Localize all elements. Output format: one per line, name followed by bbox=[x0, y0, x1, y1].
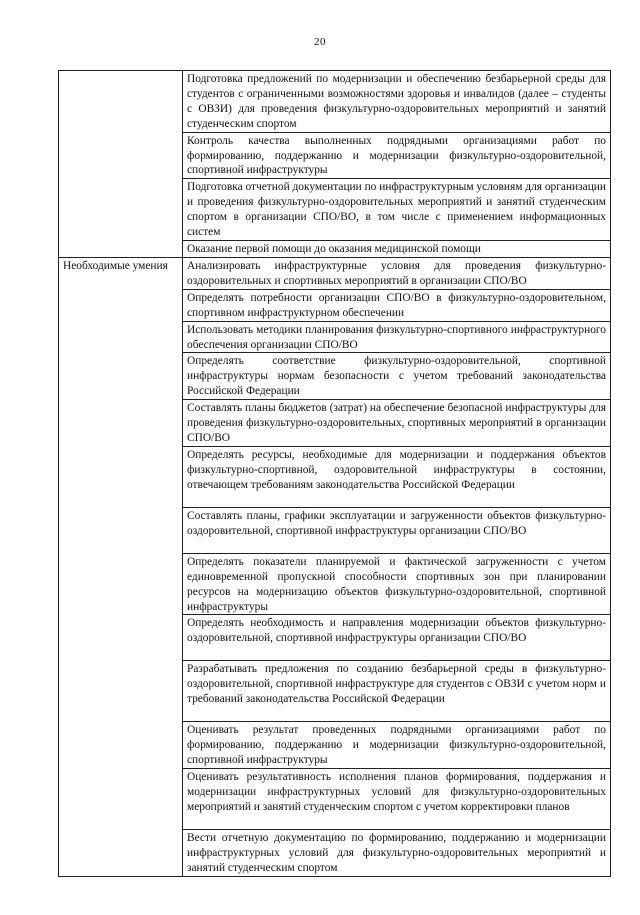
table-cell-text: Определять показатели планируемой и фактической загруженности с учетом единовременной пропускной способности спортивных зон при планировании ресурсов на модернизацию объектов физкультурно-оздоровительной, спортивной инфраструктуры bbox=[183, 553, 611, 615]
table-cell-text: Подготовка отчетной документации по инфраструктурным условиям для организации и проведения физкультурно-оздоровительных мероприятий и занятий студенческим спортом в организации СПО/ВО, в том числе с применением информационных систем bbox=[183, 179, 611, 241]
table-cell-text: Оценивать результат проведенных подрядными организациями работ по формированию, поддержанию и модернизации физкультурно-оздоровительной, спортивной инфраструктуры bbox=[183, 722, 611, 769]
table-cell-text: Определять потребности организации СПО/ВО в физкультурно-оздоровительном, спортивном инфраструктурном обеспечении bbox=[183, 289, 611, 321]
table-cell-text: Анализировать инфраструктурные условия для проведения физкультурно-оздоровительных и спортивных мероприятий в организации СПО/ВО bbox=[183, 257, 611, 289]
table-cell-text: Определять соответствие физкультурно-оздоровительной, спортивной инфраструктуры нормам безопасности с учетом требований законодательства Российской Федерации bbox=[183, 353, 611, 400]
table-cell-text: Определять необходимость и направления модернизации объектов физкультурно-оздоровительной, спортивной инфраструктуры организации СПО/ВО bbox=[183, 615, 611, 661]
row-label-skills: Необходимые умения bbox=[59, 257, 183, 876]
table-cell-text: Составлять планы бюджетов (затрат) на обеспечение безопасной инфраструктуры для проведения физкультурно-оздоровительных, спортивных мероприятий в организации СПО/ВО bbox=[183, 400, 611, 447]
table-cell-text: Использовать методики планирования физкультурно-спортивного инфраструктурного обеспечения организации СПО/ВО bbox=[183, 321, 611, 353]
table-cell-text: Разрабатывать предложения по созданию безбарьерной среды в физкультурно-оздоровительной, спортивной инфраструктуре для студентов с ОВЗИ с учетом норм и требований законодательства Российской Федерации bbox=[183, 661, 611, 722]
requirements-table bbox=[58, 70, 611, 877]
table-cell-text: Вести отчетную документацию по формированию, поддержанию и модернизации инфраструктурных условий для физкультурно-оздоровительных мероприятий и занятий студенческим спортом bbox=[183, 830, 611, 877]
table-cell-text: Контроль качества выполненных подрядными организациями работ по формированию, поддержанию и модернизации физкультурно-оздоровительной, спортивной инфраструктуры bbox=[183, 132, 611, 179]
page-number: 20 bbox=[314, 36, 326, 48]
table-cell-text: Подготовка предложений по модернизации и обеспечению безбарьерной среды для студентов с ограниченными возможностями здоровья и инвалидов (далее – студенты с ОВЗИ) для проведения физкультурно-оздоровительных мероприятий и занятий студенческим спортом bbox=[183, 71, 611, 133]
table-cell-text: Оценивать результативность исполнения планов формирования, поддержания и модернизации инфраструктурных условий для физкультурно-оздоровительных мероприятий и занятий студенческим спортом с учетом корректировки планов bbox=[183, 769, 611, 830]
table-cell-text: Составлять планы, графики эксплуатации и загруженности объектов физкультурно-оздоровительной, спортивной инфраструктуры организации СПО/ВО bbox=[183, 507, 611, 553]
table-row bbox=[59, 71, 611, 133]
table-cell-text: Оказание первой помощи до оказания медицинской помощи bbox=[183, 240, 611, 257]
row-label-empty bbox=[59, 71, 183, 258]
table-row bbox=[59, 257, 611, 289]
table-cell-text: Определять ресурсы, необходимые для модернизации и поддержания объектов физкультурно-спортивной, оздоровительной инфраструктуры в состоянии, отвечающем требованиям законодательства Российской Федерации bbox=[183, 446, 611, 507]
